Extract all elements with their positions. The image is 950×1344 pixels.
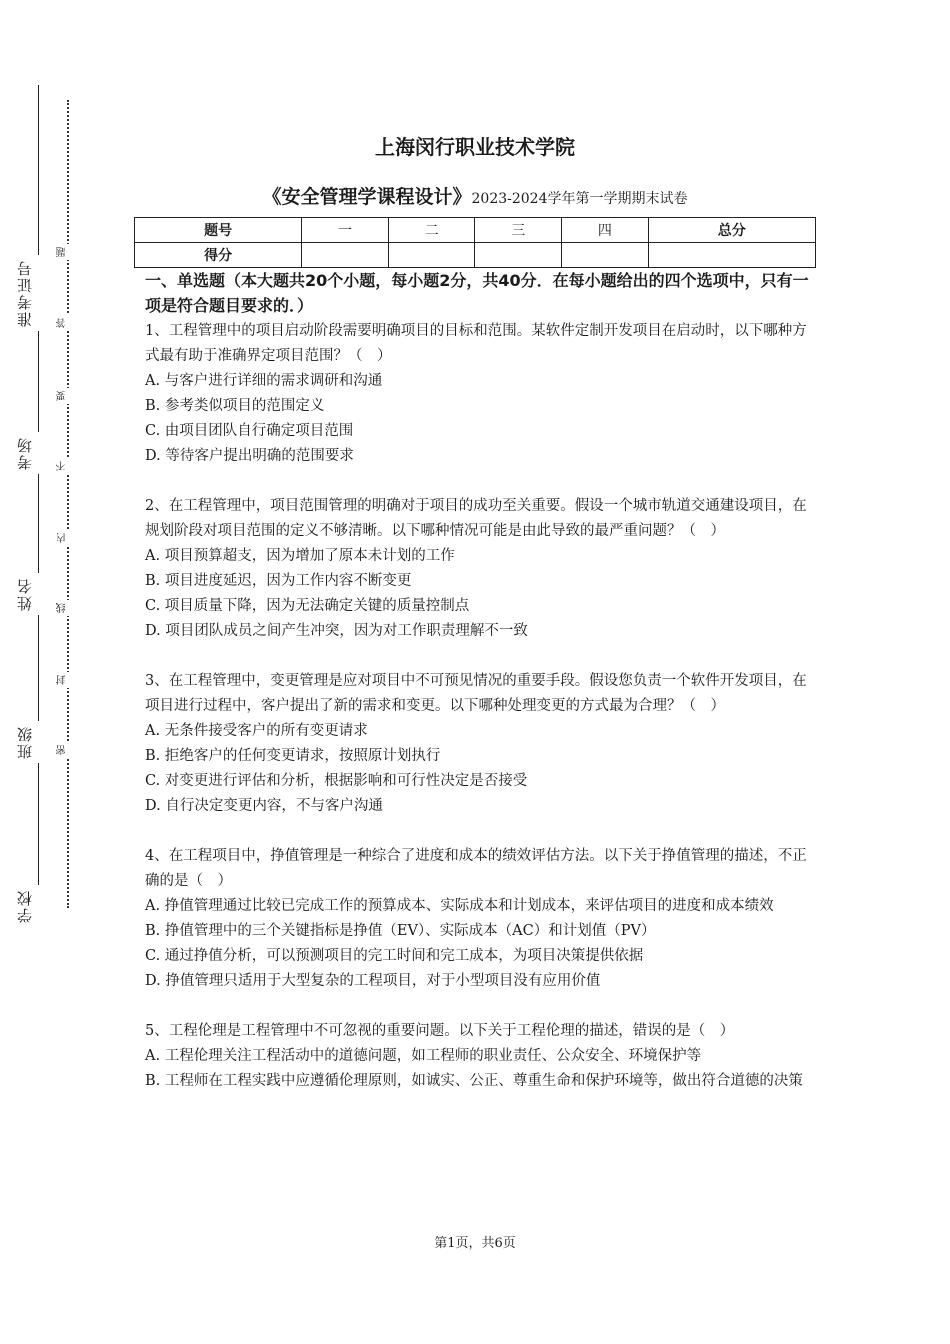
question-stem: 5、工程伦理是工程管理中不可忽视的重要问题。以下关于工程伦理的描述，错误的是（ ）	[145, 1023, 735, 1039]
question-stem: 1、工程管理中的项目启动阶段需要明确项目的目标和范围。某软件定制开发项目在启动时，以下哪种方式最有助于准确界定项目范围？（ ）	[145, 323, 807, 364]
admission-number-label: 准考证号	[18, 255, 58, 331]
option-c: C. 通过挣值分析，可以预测项目的完工时间和完工成本，为项目决策提供依据	[145, 948, 644, 964]
seal-char: 封	[58, 672, 78, 688]
seal-char: 密	[58, 742, 78, 758]
question-2	[145, 494, 815, 644]
term-text: 2023-2024学年第一学期期末试卷	[471, 191, 688, 207]
seal-char: 题	[58, 244, 78, 260]
option-b: B. 拒绝客户的任何变更请求，按照原计划执行	[145, 748, 441, 764]
option-c: C. 由项目团队自行确定项目范围	[145, 423, 354, 439]
question-1	[145, 319, 815, 469]
score-table-score-row	[135, 243, 816, 268]
exam-content	[145, 268, 815, 1119]
section-title: 一、单选题（本大题共20个小题，每小题2分，共40分．在每小题给出的四个选项中，只有一项是符合题目要求的．）	[145, 271, 809, 315]
option-b: B. 参考类似项目的范围定义	[145, 398, 325, 414]
score-cell[interactable]	[388, 243, 475, 268]
option-b: B. 项目进度延迟，因为工作内容不断变更	[145, 573, 412, 589]
option-d: D. 自行决定变更内容，不与客户沟通	[145, 798, 383, 814]
option-a: A. 工程伦理关注工程活动中的道德问题，如工程师的职业责任、公众安全、环境保护等	[145, 1048, 702, 1064]
score-table-header: 总分	[648, 218, 815, 243]
option-d: D. 挣值管理只适用于大型复杂的工程项目，对于小型项目没有应用价值	[145, 973, 601, 989]
option-c: C. 项目质量下降，因为无法确定关键的质量控制点	[145, 598, 470, 614]
option-b: B. 挣值管理中的三个关键指标是挣值（EV）、实际成本（AC）和计划值（PV）	[145, 923, 656, 939]
name-label: 姓名	[18, 573, 58, 615]
course-name: 《安全管理学课程设计》	[262, 186, 472, 208]
option-d: D. 等待客户提出明确的范围要求	[145, 448, 354, 464]
binding-line	[38, 85, 39, 925]
page-footer: 第1页，共6页	[434, 1236, 516, 1251]
option-c: C. 对变更进行评估和分析，根据影响和可行性决定是否接受	[145, 773, 528, 789]
score-table-header: 一	[302, 218, 389, 243]
seal-char: 不	[58, 458, 78, 474]
question-stem: 3、在工程管理中，变更管理是应对项目中不可预见情况的重要手段。假设您负责一个软件开发项目，在项目进行过程中，客户提出了新的需求和变更。以下哪种处理变更的方式最为合理？（ ）	[145, 673, 807, 714]
question-5	[145, 1019, 815, 1094]
score-cell[interactable]	[475, 243, 562, 268]
score-table-header: 题号	[135, 218, 302, 243]
question-3	[145, 669, 815, 819]
score-cell[interactable]	[648, 243, 815, 268]
score-cell[interactable]	[302, 243, 389, 268]
score-table-header: 二	[388, 218, 475, 243]
score-table	[134, 217, 816, 268]
seal-dotted-line	[67, 100, 69, 908]
option-a: A. 挣值管理通过比较已完成工作的预算成本、实际成本和计划成本，来评估项目的进度和成本绩效	[145, 898, 774, 914]
option-b: B. 工程师在工程实践中应遵循伦理原则，如诚实、公正、尊重生命和保护环境等，做出符合道德的决策	[145, 1073, 803, 1089]
seal-char: 内	[58, 530, 78, 546]
option-d: D. 项目团队成员之间产生冲突，因为对工作职责理解不一致	[145, 623, 528, 639]
option-a: A. 无条件接受客户的所有变更请求	[145, 723, 368, 739]
score-table-header: 三	[475, 218, 562, 243]
class-label: 班级	[18, 721, 58, 763]
seal-char: 线	[58, 600, 78, 616]
school-label: 学校	[18, 885, 58, 927]
seal-char: 要	[58, 388, 78, 404]
score-cell[interactable]	[562, 243, 649, 268]
question-4	[145, 844, 815, 994]
question-stem: 4、在工程项目中，挣值管理是一种综合了进度和成本的绩效评估方法。以下关于挣值管理的描述，不正确的是（ ）	[145, 848, 807, 889]
score-table-header: 四	[562, 218, 649, 243]
option-a: A. 与客户进行详细的需求调研和沟通	[145, 373, 383, 389]
exam-title	[0, 182, 950, 209]
score-row-label: 得分	[135, 243, 302, 268]
question-stem: 2、在工程管理中，项目范围管理的明确对于项目的成功至关重要。假设一个城市轨道交通建设项目，在规划阶段对项目范围的定义不够清晰。以下哪种情况可能是由此导致的最严重问题？（ ）	[145, 498, 807, 539]
seal-char: 答	[58, 315, 78, 331]
option-a: A. 项目预算超支，因为增加了原本未计划的工作	[145, 548, 455, 564]
exam-room-label: 考场	[18, 432, 58, 474]
school-name: 上海闵行职业技术学院	[375, 135, 575, 159]
score-table-header-row	[135, 218, 816, 243]
